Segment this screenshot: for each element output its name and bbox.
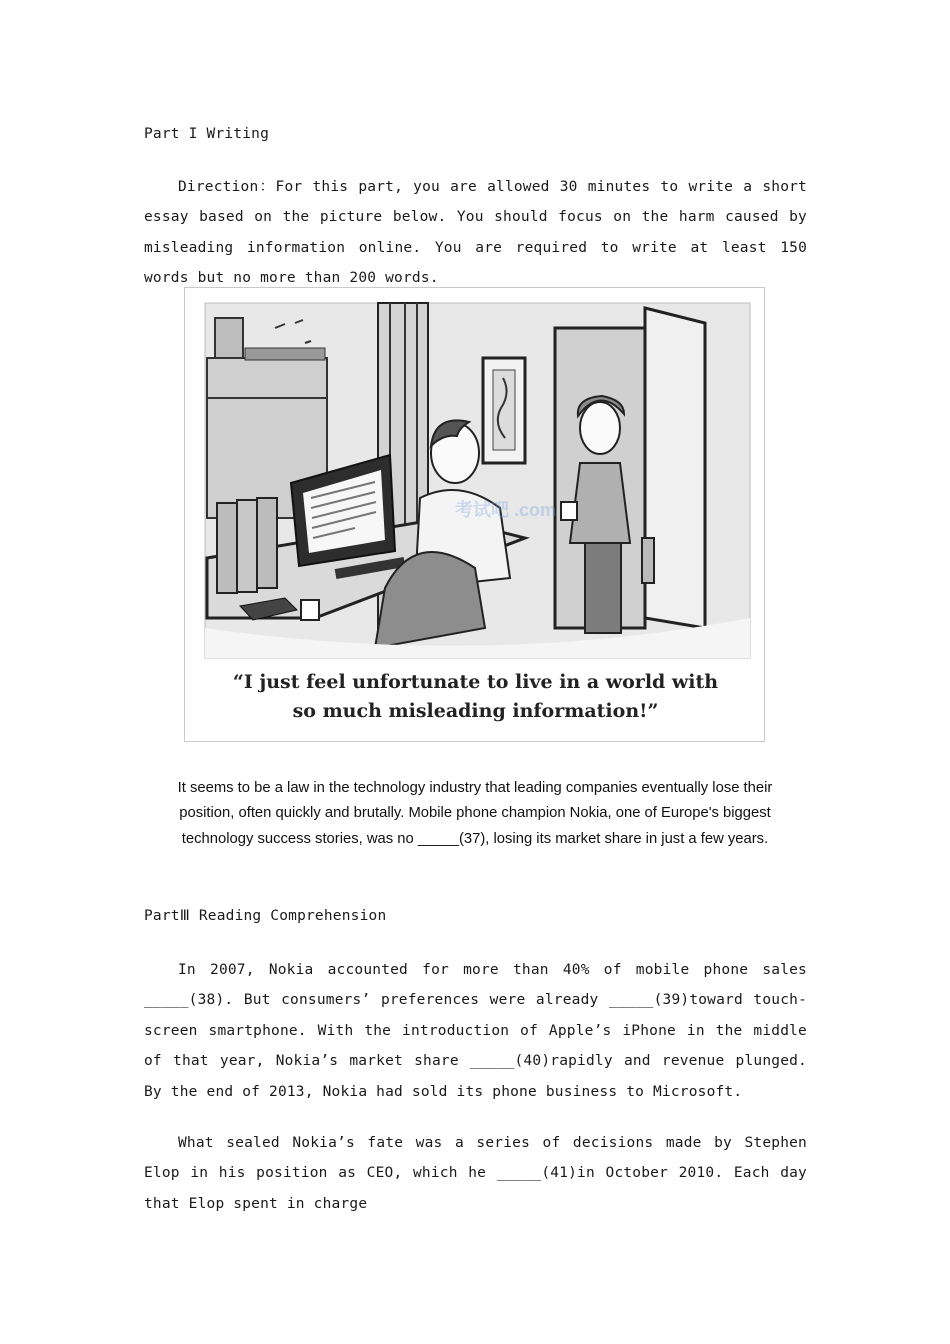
cartoon-figure	[184, 287, 765, 742]
watermark: 考试吧 .com	[455, 500, 557, 520]
intro-passage: It seems to be a law in the technology industry that leading companies eventually lose their position, often quickly and brutally. Mobile phone champion Nokia, one of Europe's biggest technology success stories, was no _____(37), losing its market share in just a few years.	[177, 780, 773, 847]
part1-heading: Part I Writing	[144, 126, 270, 142]
cartoon-caption	[185, 668, 766, 726]
cartoon-caption-line1: “I just feel unfortunate to live in a world with	[232, 671, 719, 693]
part3-paragraph-2: What sealed Nokia’s fate was a series of decisions made by Stephen Elop in his position as CEO, which he _____(41)in October 2010. Each day that Elop spent in charge	[144, 1135, 807, 1212]
cartoon-caption-line2: so much misleading information!”	[292, 700, 659, 722]
part3-paragraph-1: In 2007, Nokia accounted for more than 40% of mobile phone sales _____(38). But consumers’ preferences were already _____(39)toward touch-screen smartphone. With the introduction of Apple’s iPhone in the middle of that year, Nokia’s market share _____(40)rapidly and revenue plunged. By the end of 2013, Nokia had sold its phone business to Microsoft.	[144, 962, 807, 1100]
part1-direction: Direction：For this part, you are allowed 30 minutes to write a short essay based on the picture below. You should focus on the harm caused by misleading information online. You are required to write at least 150 words but no more than 200 words.	[144, 179, 807, 287]
part3-heading: PartⅢ Reading Comprehension	[144, 908, 387, 924]
